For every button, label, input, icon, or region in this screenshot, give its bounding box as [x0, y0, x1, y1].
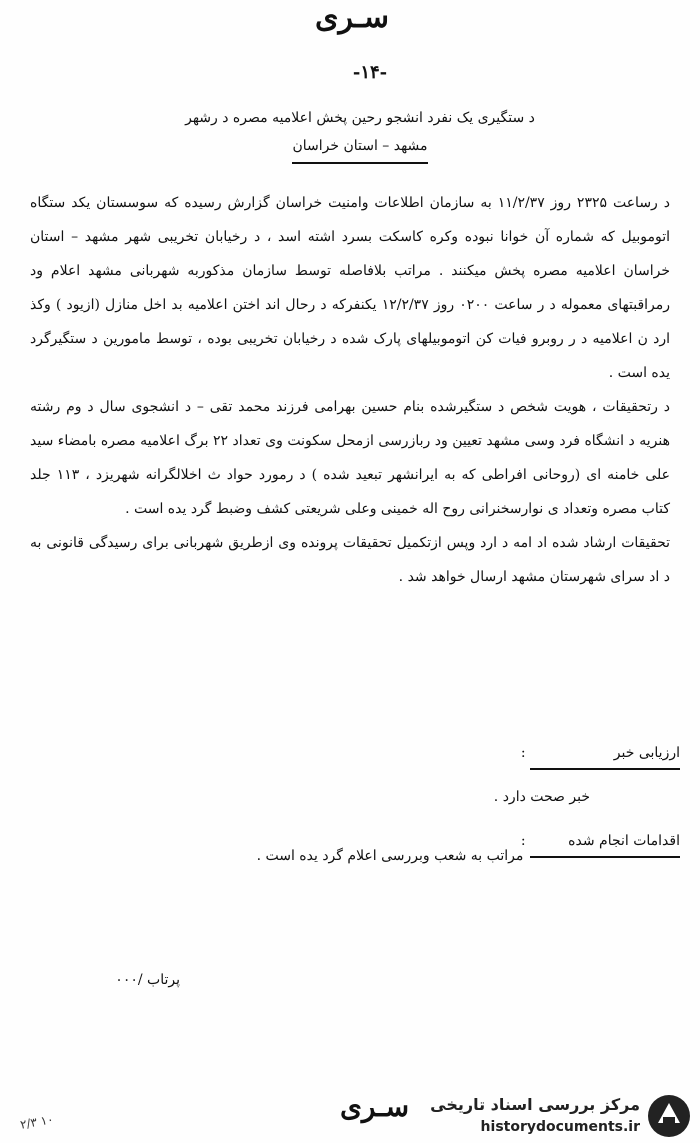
body-paragraph: د رتحقیقات ، هویت شخص د ستگیرشده بنام حسین بهرامی فرزند محمد تقی – د انشجوی سال د وم رشته هنریه د انشگاه فرد وسی مشهد تعیین ود ربازرسی ازمحل سکونت وی تعداد ۲۲ برگ اعلامیه مصره بامضاء سید علی خامنه ای (روحانی افراطی که به ایرانشهر تبعید شده ) د رمورد حواد ث اخلالگرانه شهریزد ، ۱۱۳ جلد کتاب مصره وتعداد ی نوارسخنرانی روح اله خمینی وعلی شریعتی کشف وضبط گرد یده است . — [30, 399, 671, 517]
reference-number: پرتاب /۰۰۰ — [115, 972, 180, 988]
closing-line: مراتب به شعب وبررسی اعلام گرد یده است . — [256, 848, 524, 864]
classification-mark-bottom: سـرى — [340, 1090, 410, 1123]
field-news-assessment: ارزیابی خبر : — [300, 740, 680, 766]
field-actions-taken: اقدامات انجام شده : — [300, 828, 680, 854]
body-paragraph: تحقیقات ارشاد شده اد امه د ارد وپس ازتکمیل تحقیقات پرونده وی ازطریق شهربانی برای رسیدگی قانونی به د اد سرای شهرستان مشهد ارسال خواهد شد . — [30, 535, 670, 585]
watermark-url: historydocuments.ir — [480, 1119, 640, 1135]
archive-logo-icon — [646, 1093, 692, 1139]
field-value: خبر صحت دارد . — [493, 789, 590, 805]
page-number: -۱۴- — [352, 62, 388, 83]
document-body — [30, 186, 670, 594]
subject-line-1: د ستگیری یک نفرد انشجو رحین پخش اعلامیه مصره د رشهر — [185, 110, 535, 126]
field-label: ارزیابی خبر — [530, 740, 680, 770]
document-subject — [120, 104, 600, 164]
field-assessment-result — [300, 784, 680, 810]
field-label: اقدامات انجام شده — [530, 828, 680, 858]
handwritten-note: ۲/۳ ۱۰ — [19, 1112, 55, 1132]
subject-line-2: مشهد – استان خراسان — [292, 132, 427, 164]
body-paragraph: د رساعت ۲۳۲۵ روز ۱۱/۲/۳۷ به سازمان اطلاعات وامنیت خراسان گزارش رسیده که سوسستان یکد ستگاه اتوموبیل که شماره آن خوانا نبوده وکره کاسکت بسرد اشته اسد ، د رخیابان تخریبی شهر مشهد – استان خراسان اعلامیه مصره پخش میکنند . مراتب بلافاصله توسط سازمان مذکوربه شهربانی مشهد اعلام ود رمراقبتهای معموله د ر ساعت ۰۲۰۰ روز ۱۲/۲/۳۷ یکنفرکه د رحال اند اختن اعلامیه بد اخل منازل (ازیود ) وکذ ارد ن اعلامیه د ر روبرو فیات کن اتوموبیلهای پارک شده د رخیابان تخریبی بوده ، توسط مامورین د ستگیرگرد یده است . — [30, 195, 671, 381]
archive-watermark — [430, 1093, 692, 1139]
watermark-title: مرکز بررسی اسناد تاریخی — [430, 1095, 640, 1114]
classification-mark-top: سـرى — [315, 0, 389, 35]
